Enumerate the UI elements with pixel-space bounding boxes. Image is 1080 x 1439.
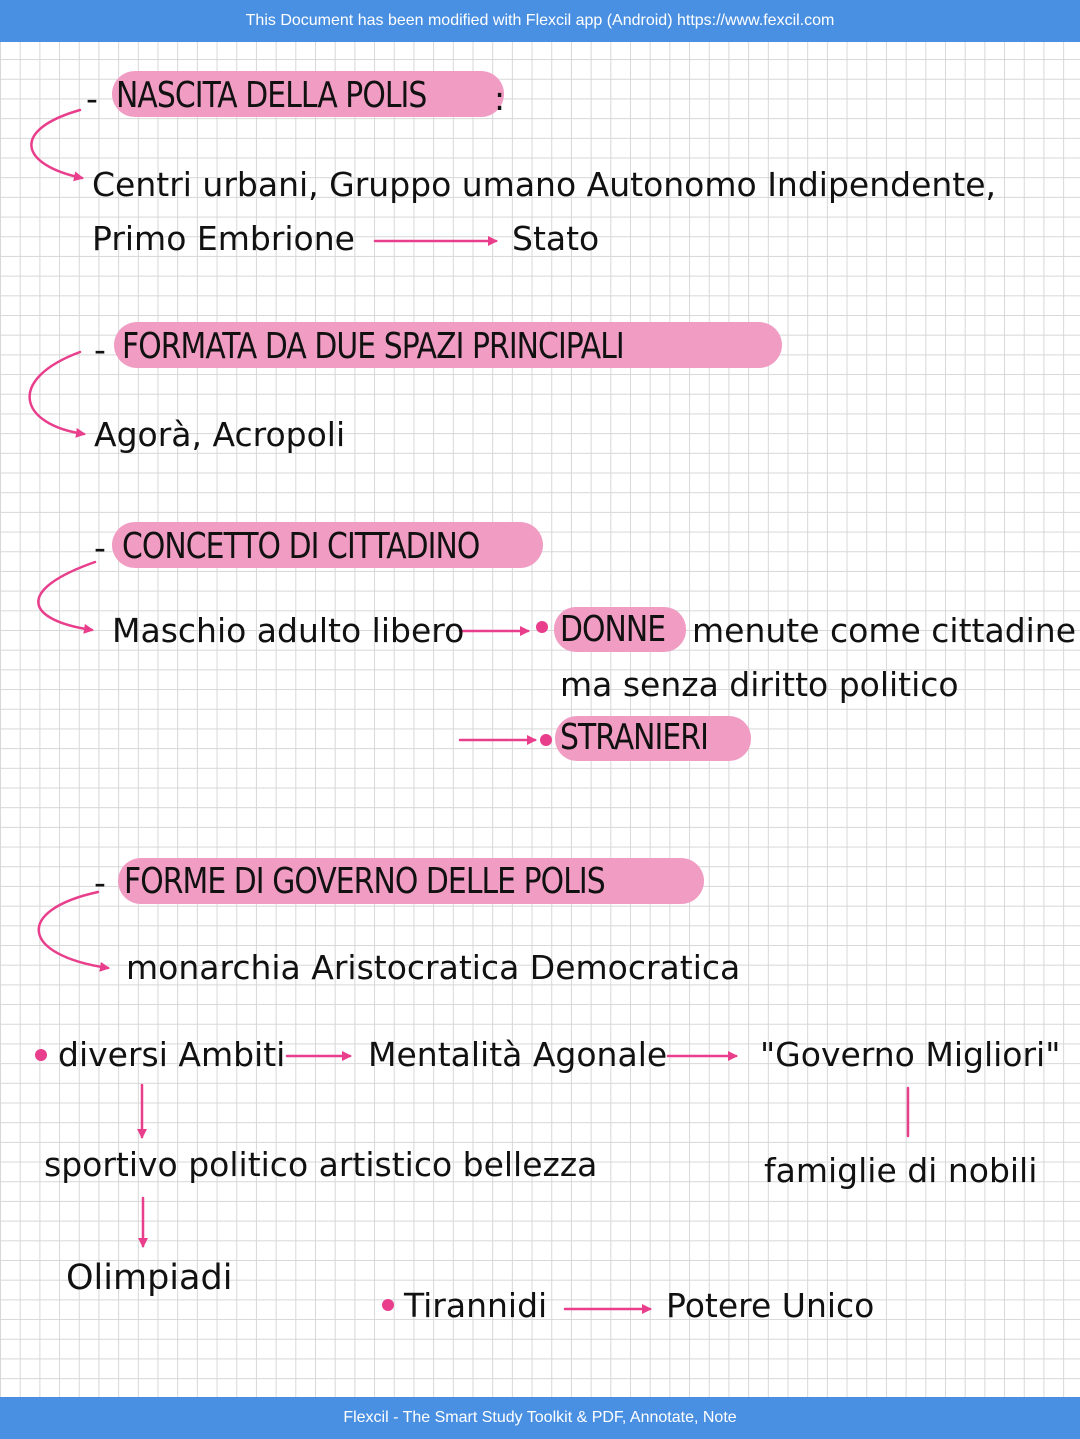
bullet-stranieri	[540, 734, 552, 746]
text-governo: "Governo Migliori"	[760, 1035, 1061, 1074]
text-centri-urbani: Centri urbani, Gruppo umano Autonomo Indipendente,	[92, 165, 997, 204]
bullet-tirannidi	[382, 1299, 394, 1311]
curve-arrow-3	[38, 562, 95, 630]
text-mentalita: Mentalità Agonale	[368, 1035, 668, 1074]
bullet-ambiti	[35, 1049, 47, 1061]
text-primo-embrione: Primo Embrione	[92, 219, 355, 258]
dash-3: -	[94, 528, 106, 567]
text-donne: DONNE	[560, 609, 666, 650]
dash-4: -	[94, 863, 106, 902]
dash-1: -	[86, 79, 98, 118]
text-donne-line2: ma senza diritto politico	[560, 665, 959, 704]
heading-concetto: CONCETTO DI CITTADINO	[122, 526, 480, 567]
text-potere: Potere Unico	[666, 1286, 875, 1325]
bottom-banner: Flexcil - The Smart Study Toolkit & PDF, Annotate, Note	[0, 1397, 1080, 1439]
bullet-donne	[536, 621, 548, 633]
heading-colon: :	[494, 79, 506, 118]
top-banner: This Document has been modified with Flexcil app (Android) https://www.fexcil.com	[0, 0, 1080, 42]
curve-arrow-1	[31, 110, 82, 178]
heading-forme: FORME DI GOVERNO DELLE POLIS	[124, 861, 605, 902]
text-famiglie: famiglie di nobili	[764, 1151, 1038, 1190]
text-olimpiadi: Olimpiadi	[66, 1258, 233, 1298]
curve-arrow-2	[30, 352, 84, 434]
text-stranieri: STRANIERI	[560, 717, 708, 758]
text-sportivo: sportivo politico artistico bellezza	[44, 1145, 598, 1184]
heading-formata: FORMATA DA DUE SPAZI PRINCIPALI	[122, 326, 624, 367]
dash-2: -	[94, 330, 106, 369]
text-tirannidi: Tirannidi	[404, 1286, 548, 1325]
text-monarchia: monarchia Aristocratica Democratica	[126, 948, 741, 987]
text-donne-rest: menute come cittadine	[692, 611, 1077, 650]
text-ambiti: diversi Ambiti	[58, 1035, 286, 1074]
curve-arrow-4	[39, 892, 108, 968]
text-agora: Agorà, Acropoli	[94, 415, 346, 454]
text-maschio: Maschio adulto libero	[112, 611, 465, 650]
text-stato: Stato	[512, 219, 600, 258]
heading-nascita: NASCITA DELLA POLIS	[116, 75, 427, 116]
